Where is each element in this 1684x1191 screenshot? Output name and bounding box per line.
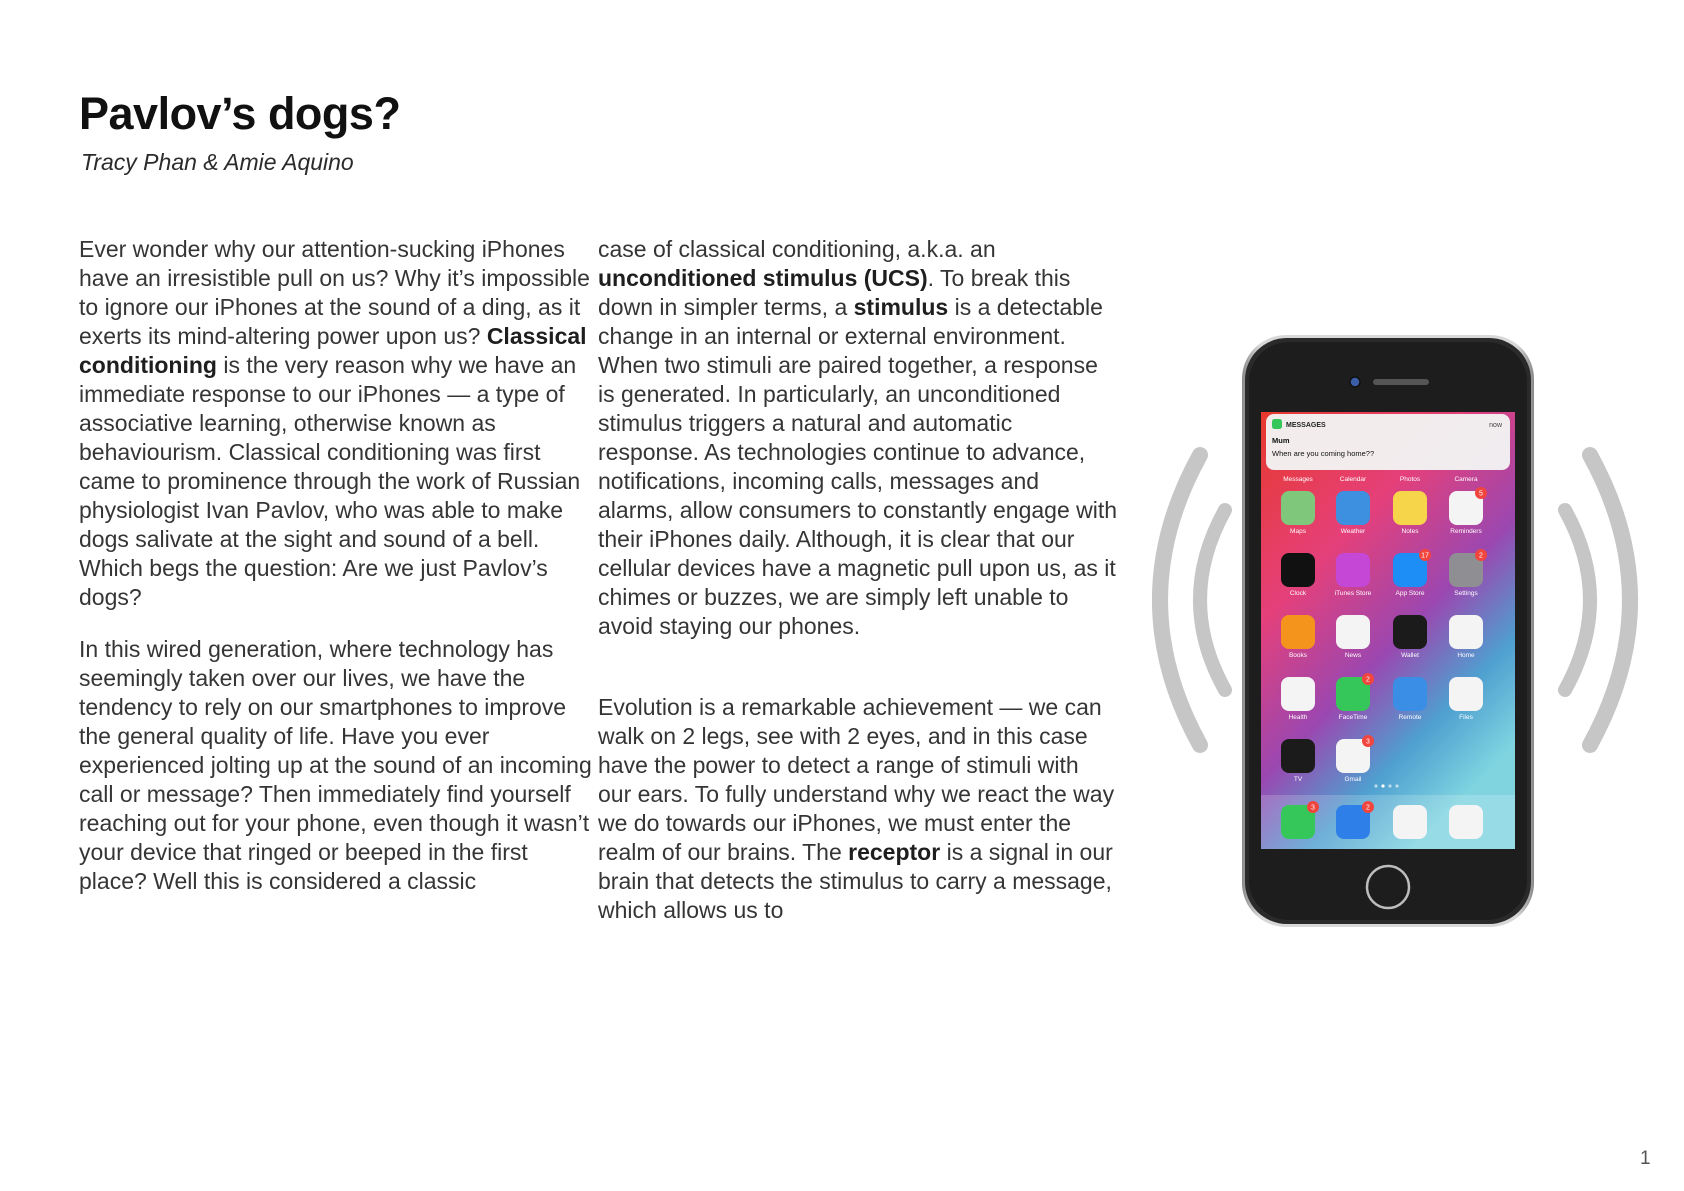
middle-paragraph-1 (598, 235, 1118, 641)
label-calendar: Calendar (1339, 476, 1367, 483)
badge-count: 3 (1366, 738, 1370, 746)
app-label: Remote (1398, 714, 1422, 721)
app-label: Weather (1340, 528, 1366, 535)
text-run: Evolution is a remarkable achievement — we can walk on 2 legs, see with 2 eyes, and in this case have the power to detect a range of stimuli with our ears. To fully understand why we react the way we do towards our iPhones, we must enter the realm of our brains. The (598, 694, 1115, 865)
text-run: is a signal in our brain that detects the stimulus to carry a message, which allows us to (598, 839, 1113, 923)
text-run: case of classical conditioning, a.k.a. an (598, 236, 996, 262)
text-run: Ever wonder why our attention-sucking iPhones have an irresistible pull on us? Why it’s impossible to ignore our iPhones at the sound of a ding, as it exerts its mind-altering power upon us? (79, 236, 590, 349)
bold-term-receptor: receptor (848, 839, 941, 865)
music-icon (1449, 805, 1483, 839)
app-label: Clock (1289, 590, 1307, 597)
notification-banner[interactable] (1266, 414, 1510, 470)
notes-icon (1393, 491, 1427, 525)
tv-icon (1281, 739, 1315, 773)
app-label: News (1344, 652, 1362, 659)
wave-right-inner-icon (1565, 510, 1590, 690)
article-title: Pavlov’s dogs? (79, 88, 401, 139)
home-button[interactable] (1367, 866, 1409, 908)
label-messages: Messages (1283, 476, 1313, 483)
app-label: TV (1293, 776, 1303, 783)
app-label: Gmail (1344, 776, 1362, 783)
home-icon (1449, 615, 1483, 649)
app-itunes-store[interactable] (1335, 553, 1372, 597)
middle-paragraph-2 (598, 693, 1118, 925)
middle-column (598, 235, 1118, 925)
badge-count: 2 (1479, 552, 1483, 560)
notification-app-name: MESSAGES (1286, 422, 1326, 429)
app-label: Wallet (1401, 652, 1419, 659)
app-label: Health (1288, 714, 1308, 721)
notification-time: now (1489, 422, 1502, 429)
text-run: is the very reason why we have an immediate response to our iPhones — a type of associative learning, otherwise known as behaviourism. Classical conditioning was first came to prominence through the work of Russian physiologist Ivan Pavlov, who was able to make dogs salivate at the sight and sound of a bell. Which begs the question: Are we just Pavlov’s dogs? (79, 352, 581, 610)
app-label: iTunes Store (1334, 590, 1372, 597)
files-icon (1449, 677, 1483, 711)
remote-icon (1393, 677, 1427, 711)
badge-count: 17 (1421, 552, 1429, 560)
bold-term-ucs: unconditioned stimulus (UCS) (598, 265, 928, 291)
bold-term-stimulus: stimulus (853, 294, 949, 320)
app-label: Home (1457, 652, 1475, 659)
left-column (79, 235, 599, 896)
left-paragraph-1 (79, 235, 599, 612)
wallet-icon (1393, 615, 1427, 649)
messages-app-icon (1272, 419, 1282, 429)
text-run: . To break this down in simpler terms, a (598, 265, 1071, 320)
dock-music[interactable] (1449, 805, 1483, 839)
page-number: 1 (1640, 1148, 1651, 1169)
itunes-store-icon (1336, 553, 1370, 587)
app-label: Reminders (1450, 528, 1482, 535)
badge-count: 5 (1479, 490, 1483, 498)
app-label: Settings (1454, 590, 1478, 597)
left-paragraph-2: In this wired generation, where technology has seemingly taken over our lives, we have the tendency to rely on our smartphones to improve the general quality of life. Have you ever experienced jolting up at the sound of an incoming call or message? Then immediately find yourself reaching out for your phone, even though it wasn’t your device that ringed or beeped in the first place? Well this is considered a classic (79, 636, 592, 894)
weather-icon (1336, 491, 1370, 525)
badge-count: 3 (1311, 804, 1315, 812)
news-icon (1336, 615, 1370, 649)
earpiece-speaker (1373, 379, 1429, 385)
clock-icon (1281, 553, 1315, 587)
app-weather[interactable] (1336, 491, 1370, 535)
text-run: is a detectable change in an internal or external environment. When two stimuli are paired together, a response is generated. In particularly, an unconditioned stimulus triggers a natural and automatic response. As technologies continue to advance, notifications, incoming calls, messages and alarms, allow consumers to constantly engage with their iPhones daily. Although, it is clear that our cellular devices have a magnetic pull upon us, as it chimes or buzzes, we are simply left unable to avoid staying our phones. (598, 294, 1118, 639)
books-icon (1281, 615, 1315, 649)
badge-count: 2 (1366, 676, 1370, 684)
article-authors: Tracy Phan & Amie Aquino (81, 149, 354, 175)
bold-term-classical-conditioning: Classical conditioning (79, 323, 587, 378)
dock-phone-app[interactable] (1281, 801, 1319, 839)
label-camera: Camera (1454, 476, 1478, 483)
phone-illustration (1130, 335, 1650, 935)
dock-safari[interactable] (1393, 805, 1427, 839)
badge-count: 2 (1366, 804, 1370, 812)
front-camera-icon (1350, 377, 1360, 387)
health-icon (1281, 677, 1315, 711)
notification-sender: Mum (1272, 436, 1290, 445)
safari-icon (1393, 805, 1427, 839)
app-label: Books (1288, 652, 1308, 659)
app-label: Notes (1401, 528, 1419, 535)
dock-mail[interactable] (1336, 801, 1374, 839)
app-label: FaceTime (1338, 714, 1368, 721)
label-photos: Photos (1399, 476, 1421, 483)
notification-message: When are you coming home?? (1272, 449, 1375, 458)
maps-icon (1281, 491, 1315, 525)
app-label: Maps (1290, 528, 1306, 535)
app-reminders[interactable] (1449, 487, 1487, 535)
app-label: App Store (1395, 590, 1425, 597)
wave-left-inner-icon (1200, 510, 1225, 690)
app-label: Files (1459, 714, 1473, 721)
